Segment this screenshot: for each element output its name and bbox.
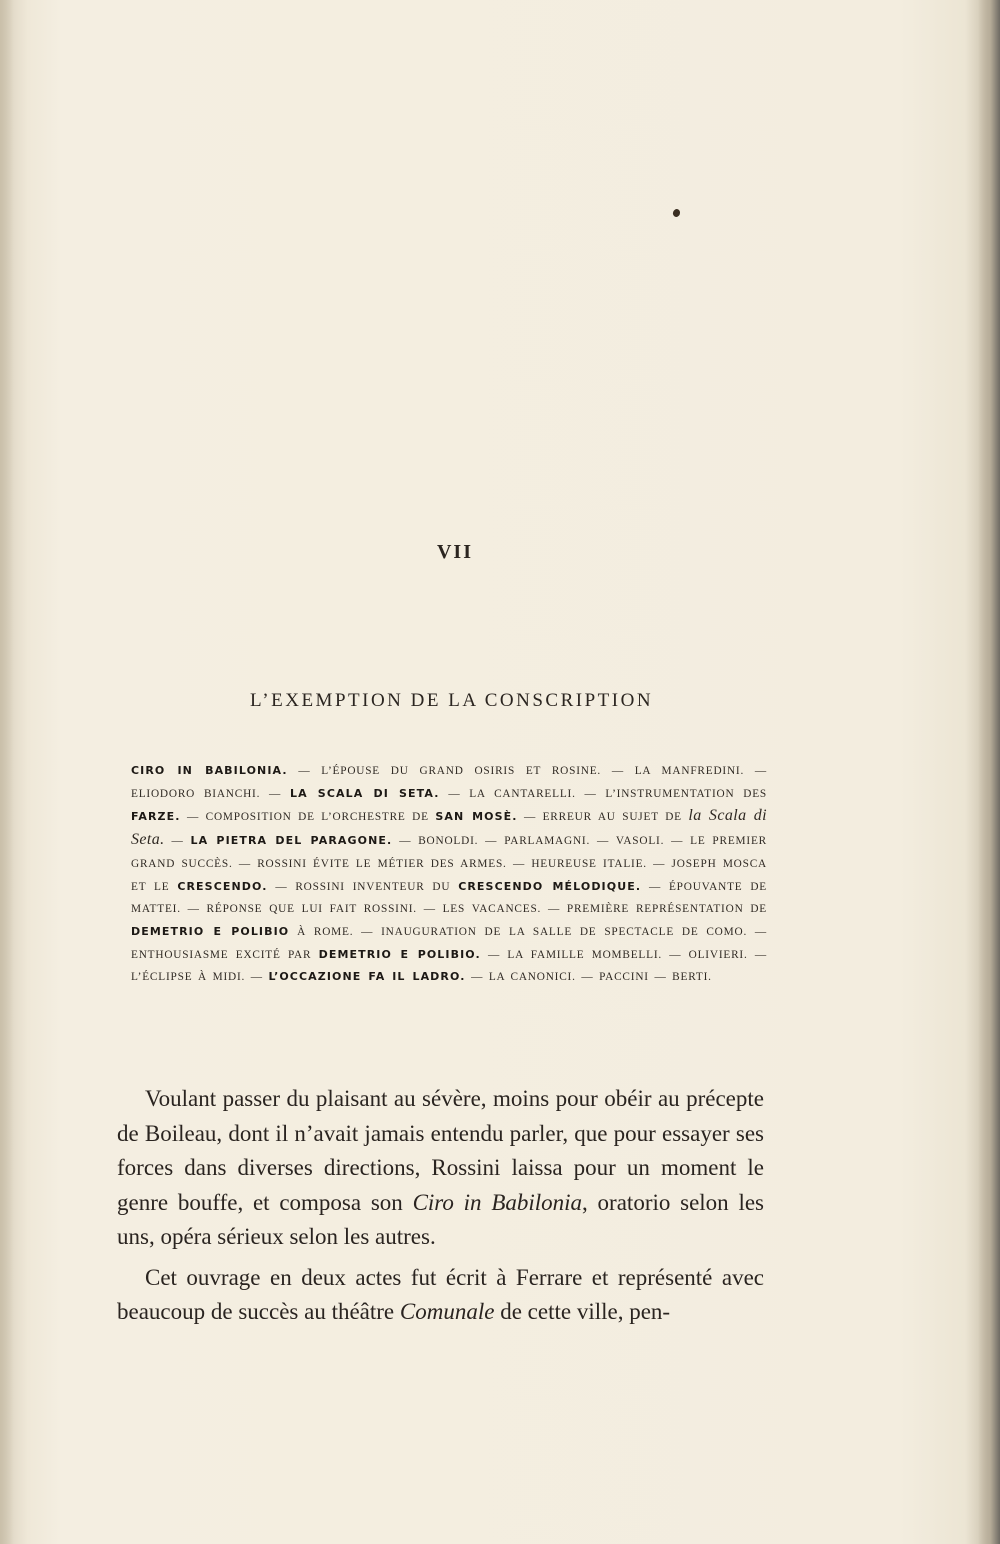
summary-bold-run: CRESCENDO MÉLODIQUE.	[458, 879, 642, 893]
summary-italic-run: la Scala di Seta.	[131, 807, 767, 849]
ink-spot	[672, 208, 681, 218]
body-italic-run: Ciro in Babilonia	[412, 1189, 583, 1215]
summary-plain-run: — LA FAMILLE MOMBELLI. — OLIVIERI. — L’ÉCLIPSE À MIDI. —	[131, 948, 767, 984]
summary-plain-run: — LA CANTARELLI. — L’INSTRUMENTATION DES	[439, 787, 767, 800]
chapter-title: L’EXEMPTION DE LA CONSCRIPTION	[249, 690, 654, 711]
summary-plain-run: — ROSSINI INVENTEUR DU	[267, 880, 459, 893]
summary-plain-run: — ÉPOUVANTE DE MATTEI. — RÉPONSE QUE LUI FAIT ROSSINI. — LES VACANCES. — PREMIÈRE REPRÉSENTATION DE	[131, 880, 767, 916]
summary-bold-run: DEMETRIO E POLIBIO	[131, 924, 290, 938]
body-italic-run: Comunale	[399, 1299, 495, 1324]
summary-bold-run: CIRO IN BABILONIA.	[131, 764, 288, 777]
summary-plain-run: —	[164, 835, 191, 848]
summary-plain-run: À ROME. — INAUGURATION DE LA SALLE DE SPECTACLE DE COMO. — ENTHOUSIASME EXCITÉ PAR	[131, 925, 768, 961]
body-plain-run: Voulant passer du plaisant au sévère, moins pour obéir au précepte de Boileau, dont il n’avait jamais entendu parler, que pour essayer ses forces dans diverses directions, Rossini laissa pour un moment le genre bouffe, et composa son	[117, 1086, 764, 1215]
body-plain-run: , oratorio selon les uns, opéra sérieux selon les autres.	[117, 1189, 764, 1249]
summary-bold-run: DEMETRIO E POLIBIO.	[318, 947, 481, 961]
body-plain-run: Cet ouvrage en deux actes fut écrit à Ferrare et représenté avec beaucoup de succès au théâtre	[117, 1264, 764, 1324]
summary-bold-run: CRESCENDO.	[177, 879, 268, 893]
summary-plain-run: — COMPOSITION DE L’ORCHESTRE DE	[180, 811, 436, 824]
summary-bold-run: FARZE.	[131, 810, 181, 824]
summary-plain-run: — ERREUR AU SUJET DE	[517, 811, 689, 824]
body-paragraph-2	[117, 1261, 764, 1330]
body-plain-run: de cette ville, pen-	[494, 1299, 671, 1324]
summary-plain-run: — L’ÉPOUSE DU GRAND OSIRIS ET ROSINE. — LA MANFREDINI. — ELIODORO BIANCHI. —	[131, 765, 767, 800]
page-edge	[978, 0, 1000, 1544]
summary-bold-run: LA PIETRA DEL PARAGONE.	[190, 834, 393, 848]
summary-plain-run: — BONOLDI. — PARLAMAGNI. — VASOLI. — LE PREMIER GRAND SUCCÈS. — ROSSINI ÉVITE LE MÉTIER DES ARMES. — HEUREUSE ITALIE. — JOSEPH MOSCA ET LE	[131, 835, 767, 893]
chapter-summary	[131, 760, 767, 989]
summary-bold-run: SAN MOSÈ.	[435, 810, 518, 824]
body-paragraph-1	[117, 1082, 764, 1255]
chapter-number: VII	[436, 541, 473, 563]
body-text	[117, 1082, 764, 1336]
page-gutter-shadow	[0, 0, 14, 1544]
summary-bold-run: L’OCCAZIONE FA IL LADRO.	[268, 970, 466, 984]
summary-plain-run: — LA CANONICI. — PACCINI — BERTI.	[465, 971, 712, 984]
summary-bold-run: LA SCALA DI SETA.	[289, 786, 440, 800]
